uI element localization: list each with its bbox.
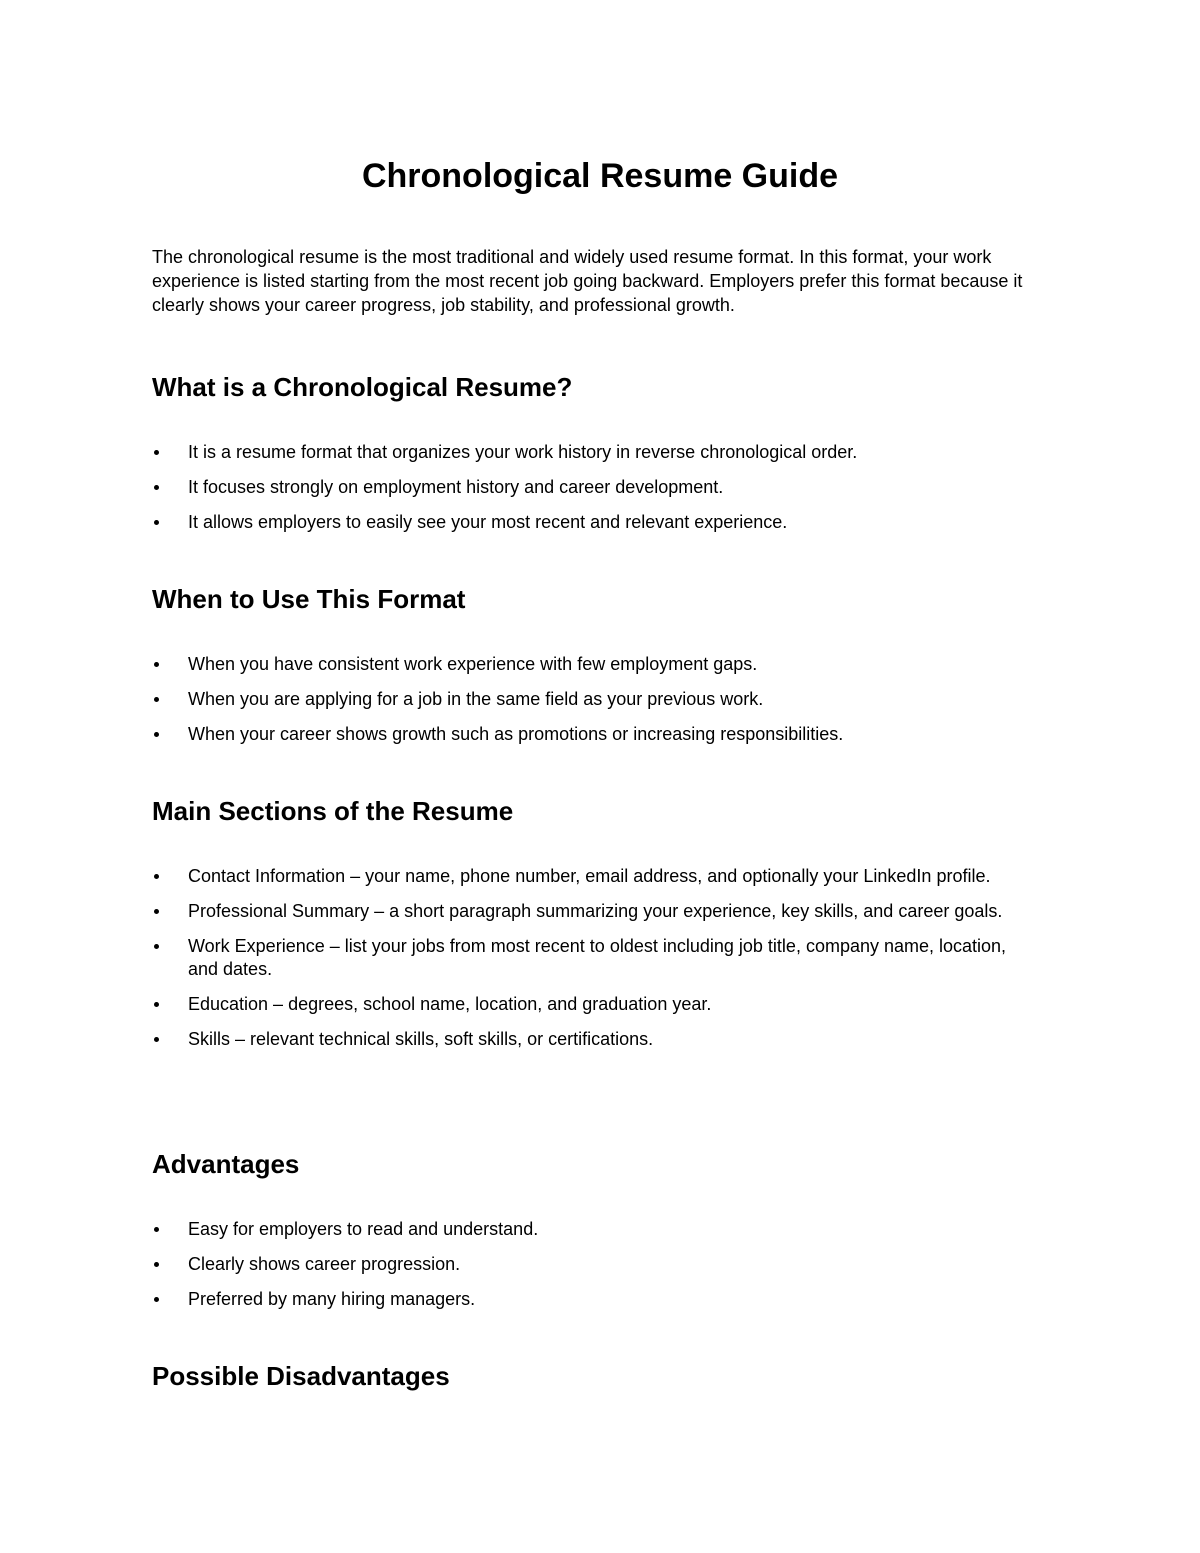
list-item-text: When you have consistent work experience with few employment gaps.	[188, 654, 758, 674]
list-item	[152, 935, 1032, 981]
list-item	[152, 1218, 1032, 1241]
list-item	[152, 865, 1032, 888]
bullet-icon	[154, 874, 159, 879]
list-item	[152, 993, 1032, 1016]
bullet-icon	[154, 662, 159, 667]
section-heading-main-sections: Main Sections of the Resume	[152, 796, 514, 826]
list-item-text: When your career shows growth such as promotions or increasing responsibilities.	[188, 724, 844, 744]
list-item	[152, 1288, 1032, 1311]
section-list-main-sections	[152, 865, 1032, 1063]
list-item	[152, 723, 1032, 746]
section-list-advantages	[152, 1218, 1032, 1323]
intro-paragraph: The chronological resume is the most traditional and widely used resume format. In this format, your work experience is listed starting from the most recent job going backward. Employers prefer this format because it clearly shows your career progress, job stability, and professional growth.	[152, 247, 1023, 315]
bullet-icon	[154, 485, 159, 490]
list-item	[152, 476, 1032, 499]
bullet-icon	[154, 520, 159, 525]
section-heading-advantages: Advantages	[152, 1149, 300, 1179]
bullet-icon	[154, 1262, 159, 1267]
section-list-when-to-use	[152, 653, 1032, 758]
list-item	[152, 688, 1032, 711]
list-item-text: Contact Information – your name, phone number, email address, and optionally your LinkedIn profile.	[188, 866, 991, 886]
list-item	[152, 1028, 1032, 1051]
list-item-text: Preferred by many hiring managers.	[188, 1289, 476, 1309]
bullet-icon	[154, 1297, 159, 1302]
bullet-icon	[154, 450, 159, 455]
list-item-text: It is a resume format that organizes your work history in reverse chronological order.	[188, 442, 858, 462]
list-item	[152, 900, 1032, 923]
bullet-icon	[154, 1002, 159, 1007]
bullet-icon	[154, 909, 159, 914]
section-heading-when-to-use: When to Use This Format	[152, 584, 466, 614]
list-item-text: Work Experience – list your jobs from most recent to oldest including job title, company name, location, and dates.	[188, 936, 1007, 979]
list-item	[152, 1253, 1032, 1276]
document-title: Chronological Resume Guide	[361, 157, 839, 195]
bullet-icon	[154, 944, 159, 949]
list-item	[152, 441, 1032, 464]
list-item	[152, 653, 1032, 676]
list-item-text: It focuses strongly on employment history and career development.	[188, 477, 724, 497]
list-item-text: Professional Summary – a short paragraph summarizing your experience, key skills, and career goals.	[188, 901, 1003, 921]
bullet-icon	[154, 1227, 159, 1232]
section-heading-what-is: What is a Chronological Resume?	[152, 372, 573, 402]
list-item-text: Skills – relevant technical skills, soft skills, or certifications.	[188, 1029, 654, 1049]
list-item	[152, 511, 1032, 534]
list-item-text: Easy for employers to read and understand.	[188, 1219, 539, 1239]
section-heading-disadvantages: Possible Disadvantages	[152, 1361, 450, 1391]
bullet-icon	[154, 732, 159, 737]
bullet-icon	[154, 697, 159, 702]
list-item-text: Education – degrees, school name, location, and graduation year.	[188, 994, 712, 1014]
bullet-icon	[154, 1037, 159, 1042]
list-item-text: When you are applying for a job in the same field as your previous work.	[188, 689, 764, 709]
list-item-text: Clearly shows career progression.	[188, 1254, 461, 1274]
list-item-text: It allows employers to easily see your most recent and relevant experience.	[188, 512, 788, 532]
section-list-what-is	[152, 441, 1032, 546]
